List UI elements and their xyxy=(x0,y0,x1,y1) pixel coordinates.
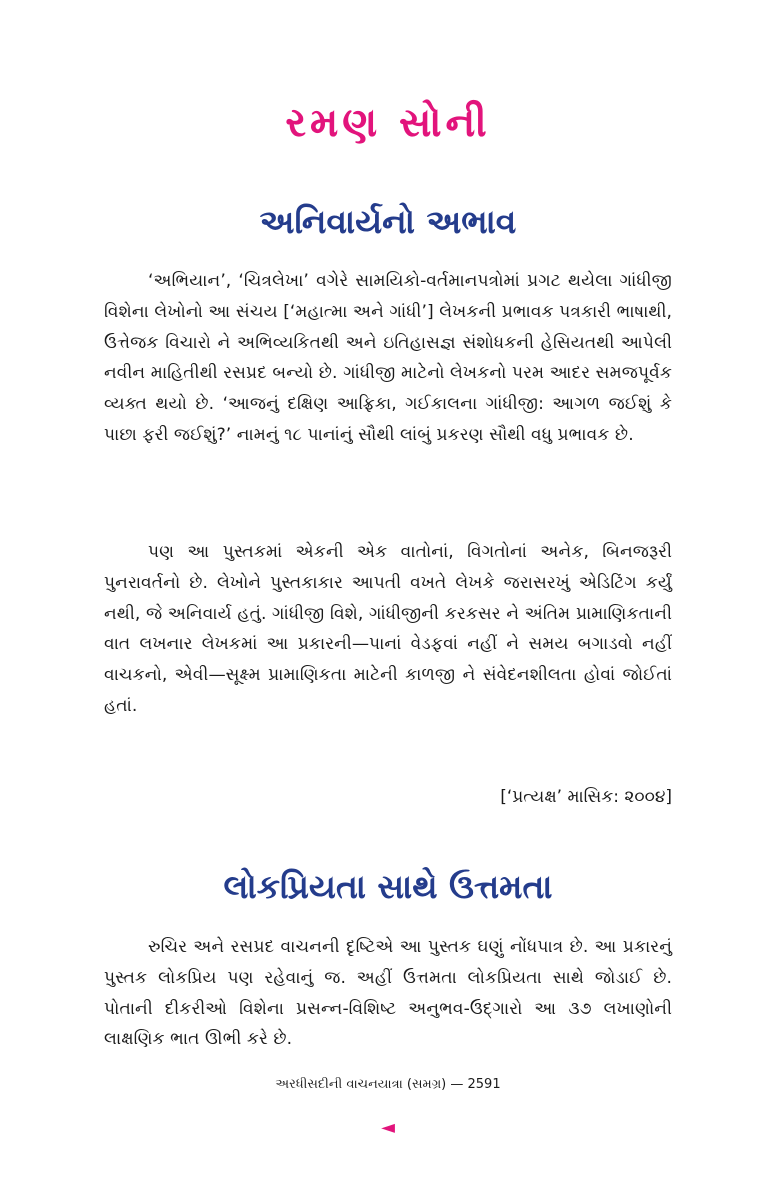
source-citation: [‘પ્રત્યક્ષ’ માસિક: ૨૦૦૪] xyxy=(500,787,672,807)
paragraph-3: રુચિર અને રસપ્રદ વાચનની દૃષ્ટિએ આ પુસ્તક ઘણું નોંધપાત્ર છે. આ પ્રકારનું પુસ્તક લોકપ્રિય પણ રહેવાનું જ. અહીં ઉત્તમતા લોકપ્રિયતા સાથે જોડાઈ છે. પોતાની દીકરીઓ વિશેના પ્રસન્ન-વિશિષ્ટ અનુભવ-ઉદ્ગારો આ ૩૭ લખાણોની લાક્ષણિક ભાત ઊભી કરે છે. xyxy=(104,937,672,1050)
section-title-1: અનિવાર્યનો અભાવ xyxy=(259,202,517,241)
section-title-2: લોકપ્રિયતા સાથે ઉત્તમતા xyxy=(223,867,553,906)
author-name: રમણ સોની xyxy=(285,100,491,146)
prev-page-arrow-icon[interactable]: ◄ xyxy=(381,1117,395,1138)
paragraph-1: ‘અભિયાન’, ‘ચિત્રલેખા’ વગેરે સામયિકો-વર્તમાનપત્રોમાં પ્રગટ થયેલા ગાંધીજી વિશેના લેખોનો આ સંચય [‘મહાત્મા અને ગાંધી’] લેખકની પ્રભાવક પત્રકારી ભાષાથી, ઉત્તેજક વિચારો ને અભિવ્યકિતથી અને ઇતિહાસજ્ઞ સંશોધકની હેસિયતથી આપેલી નવીન માહિતીથી રસપ્રદ બન્યો છે. ગાંધીજી માટેનો લેખકનો પરમ આદર સમજપૂર્વક વ્યક્ત થયો છે. ‘આજનું દક્ષિણ આફ્રિકા, ગઈકાલના ગાંધીજી: આગળ જઈશું કે પાછા ફરી જઈશું?’ નામનું ૧૮ પાનાંનું સૌથી લાંબું પ્રકરણ સૌથી વધુ પ્રભાવક છે. xyxy=(104,271,672,445)
page-footer: અરધીસદીની વાચનયાત્રા (સમગ્ર) — 2591 xyxy=(275,1077,501,1092)
paragraph-2: પણ આ પુસ્તકમાં એકની એક વાતોનાં, વિગતોનાં અનેક, બિનજરૂરી પુનરાવર્તનો છે. લેખોને પુસ્તકાકાર આપતી વખતે લેખકે જરાસરખું એડિટિંગ કર્યું નથી, જે અનિવાર્ય હતું. ગાંધીજી વિશે, ગાંધીજીની કરકસર ને અંતિમ પ્રામાણિકતાની વાત લખનાર લેખકમાં આ પ્રકારની—પાનાં વેડફવાં નહીં ને સમય બગાડવો નહીં વાચકનો, એવી—સૂક્ષ્મ પ્રામાણિકતા માટેની કાળજી ને સંવેદનશીલતા હોવાં જોઈતાં હતાં. xyxy=(104,542,672,716)
